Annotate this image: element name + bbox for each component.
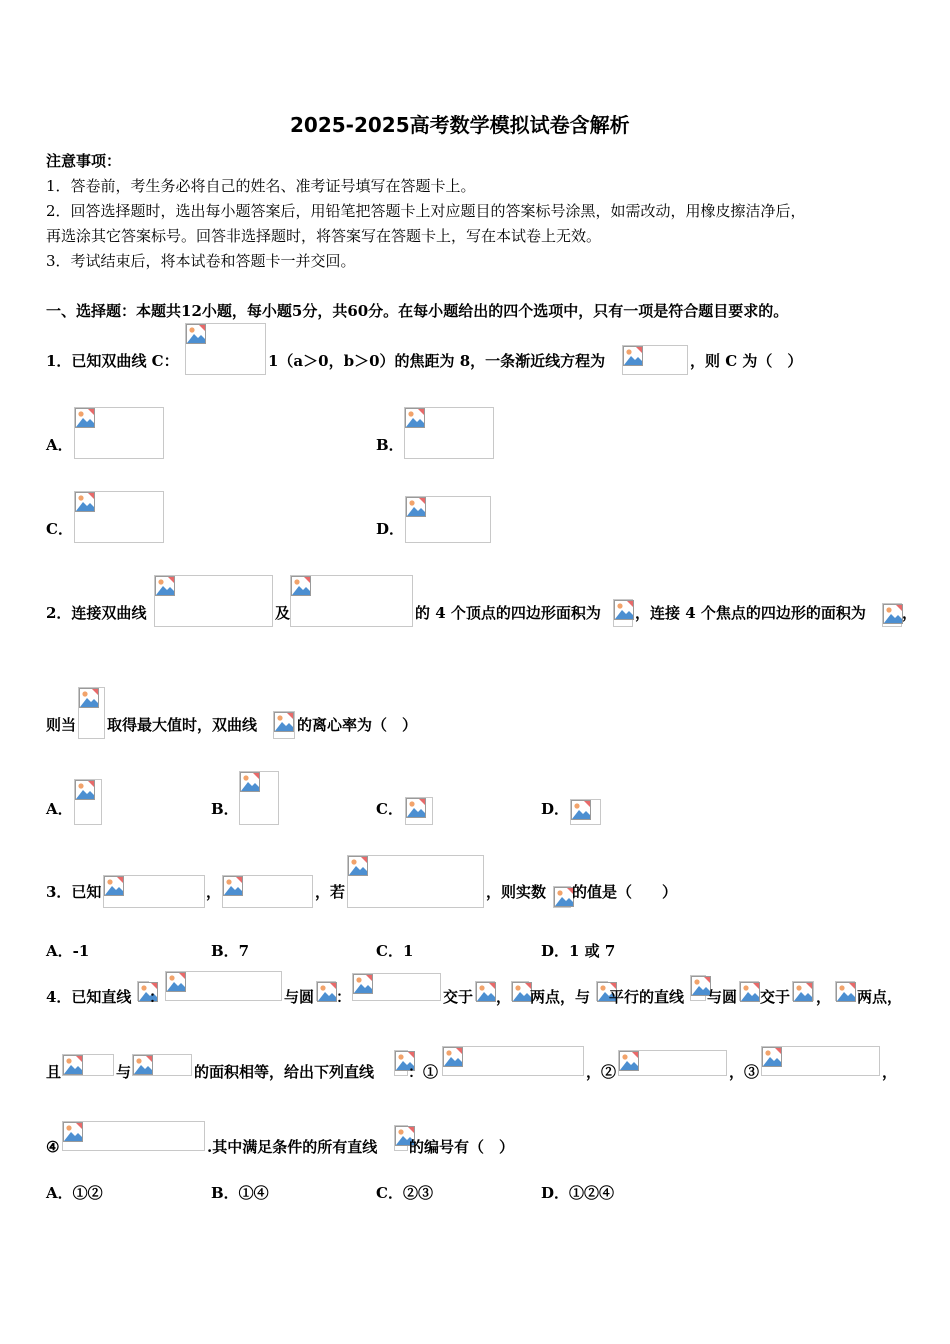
formula-image [165,971,282,1001]
broken-image-icon [406,798,426,818]
q4-colon2: ： [336,988,352,1006]
q2-line2c: 的离心率为（ ） [297,716,418,734]
q1-option-a: A． [46,436,73,454]
broken-image-icon [406,497,426,517]
q3-option-c: C．1 [376,942,414,960]
broken-image-icon [883,604,903,624]
q4-line2d: ：① [408,1063,439,1081]
q2-option-b: B． [211,800,239,818]
q2-mid2: ，连接 4 个焦点的四边形的面积为 [635,604,866,622]
formula-image [835,981,855,1001]
q1-option-c: C． [46,520,73,538]
q1-prefix: 1．已知双曲线 C： [46,352,179,370]
broken-image-icon [405,408,425,428]
formula-image [761,1046,880,1076]
q4-line3b: .其中满足条件的所有直线 [207,1138,378,1156]
broken-image-icon [63,1055,83,1075]
broken-image-icon [793,982,813,1002]
broken-image-icon [623,346,643,366]
broken-image-icon [75,492,95,512]
formula-image [62,1054,114,1076]
broken-image-icon [512,982,532,1002]
broken-image-icon [75,780,95,800]
q4-circle2: 与圆 [707,988,738,1006]
q1-suffix: ，则 C 为（ ） [690,352,803,370]
formula-image [74,407,164,459]
formula-image [103,875,205,908]
q3-option-d: D．1 或 7 [541,942,616,960]
q3-comma1: ， [206,883,222,901]
q2-mid: 的 4 个顶点的四边形面积为 [415,604,601,622]
formula-image [882,603,902,627]
formula-image [404,407,494,459]
q3-option-a: A．-1 [46,942,90,960]
q2-option-d: D． [541,800,570,818]
q3-suffix: 的值是（ ） [572,883,678,901]
formula-image [792,981,814,1001]
q4-option-c: C．②③ [376,1184,433,1202]
notice-heading: 注意事项： [46,152,122,170]
q4-choice-3: ，③ [729,1063,760,1081]
q4-line2a: 且 [46,1063,62,1081]
formula-image [154,575,273,627]
formula-image [618,1050,727,1076]
formula-image [553,886,571,908]
broken-image-icon [476,982,496,1002]
q3-option-b: B．7 [211,942,250,960]
formula-image [475,981,495,1001]
broken-image-icon [223,876,243,896]
page-title: 2025-2025高考数学模拟试卷含解析 [290,113,630,137]
q2-and: 及 [275,604,291,622]
formula-image [74,491,164,543]
broken-image-icon [614,600,634,620]
formula-image [570,799,601,825]
broken-image-icon [104,876,124,896]
formula-image [185,323,266,375]
broken-image-icon [79,688,99,708]
formula-image [622,345,688,375]
q2-prefix: 2．连接双曲线 [46,604,147,622]
q4-comma: ， [496,988,512,1006]
formula-image [239,771,279,825]
broken-image-icon [762,1047,782,1067]
broken-image-icon [317,982,337,1002]
q2-line2b: 取得最大值时，双曲线 [107,716,258,734]
broken-image-icon [443,1047,463,1067]
broken-image-icon [166,972,186,992]
broken-image-icon [133,1055,153,1075]
q4-parallel: 平行的直线 [609,988,685,1006]
broken-image-icon [836,982,856,1002]
section-heading: 一、选择题：本题共12小题，每小题5分，共60分。在每小题给出的四个选项中，只有一项是符合题目要求的。 [46,302,789,320]
broken-image-icon [571,800,591,820]
broken-image-icon [619,1051,639,1071]
formula-image [316,981,336,1001]
formula-image [405,797,433,825]
formula-image [222,875,313,908]
q4-option-a: A．①② [46,1184,103,1202]
q2-option-a: A． [46,800,73,818]
formula-image [273,711,295,739]
q4-meet: 交于 [443,988,474,1006]
formula-image [137,981,149,1001]
broken-image-icon [186,324,206,344]
formula-image [62,1121,205,1151]
notice-item-2-cont: 再选涂其它答案标号。回答非选择题时，将答案写在答题卡上，写在本试卷上无效。 [46,227,602,245]
formula-image [442,1046,584,1076]
broken-image-icon [291,576,311,596]
q4-line2b: 与 [116,1063,132,1081]
q4-choice-2: ，② [586,1063,617,1081]
q4-comma2: ， [816,988,832,1006]
broken-image-icon [554,887,574,907]
q1-option-b: B． [376,436,404,454]
q4-points2: 两点， [857,988,903,1006]
formula-image [352,973,441,1001]
formula-image [74,779,102,825]
q2-line2a: 则当 [46,716,77,734]
q4-choice-4: ， [882,1063,898,1081]
q3-comma2: ，若 [315,883,346,901]
formula-image [739,981,759,1001]
broken-image-icon [155,576,175,596]
q4-colon1: ： [149,988,165,1006]
formula-image [394,1125,408,1151]
q4-line3a: ④ [46,1138,60,1156]
q4-prefix: 4．已知直线 [46,988,132,1006]
q4-meet2: 交于 [760,988,791,1006]
broken-image-icon [353,974,373,994]
formula-image [347,855,484,908]
q4-line3c: 的编号有（ ） [409,1138,515,1156]
formula-image [690,975,706,1001]
notice-item-2: 2．回答选择题时，选出每小题答案后，用铅笔把答题卡上对应题目的答案标号涂黑，如需改动，用橡皮擦洁净后， [46,202,806,220]
formula-image [132,1054,192,1076]
q4-circle: 与圆 [284,988,315,1006]
q2-option-c: C． [376,800,403,818]
notice-item-1: 1．答卷前，考生务必将自己的姓名、准考证号填写在答题卡上。 [46,177,476,195]
notice-item-3: 3．考试结束后，将本试卷和答题卡一并交回。 [46,252,356,270]
formula-image [511,981,529,1001]
formula-image [405,496,491,543]
q4-points: 两点，与 [530,988,591,1006]
formula-image [613,599,633,627]
q2-tail: ， [902,604,918,622]
q4-option-b: B．①④ [211,1184,269,1202]
q1-option-d: D． [376,520,405,538]
formula-image [394,1050,408,1076]
q4-option-d: D．①②④ [541,1184,615,1202]
broken-image-icon [348,856,368,876]
q4-line2c: 的面积相等，给出下列直线 [194,1063,375,1081]
broken-image-icon [75,408,95,428]
formula-image [78,687,105,739]
q3-mid: ，则实数 [486,883,547,901]
broken-image-icon [740,982,760,1002]
q3-prefix: 3．已知 [46,883,102,901]
q1-mid: 1（a＞0，b＞0）的焦距为 8，一条渐近线方程为 [268,352,606,370]
formula-image [290,575,413,627]
broken-image-icon [274,712,294,732]
formula-image [596,981,608,1001]
broken-image-icon [240,772,260,792]
broken-image-icon [63,1122,83,1142]
